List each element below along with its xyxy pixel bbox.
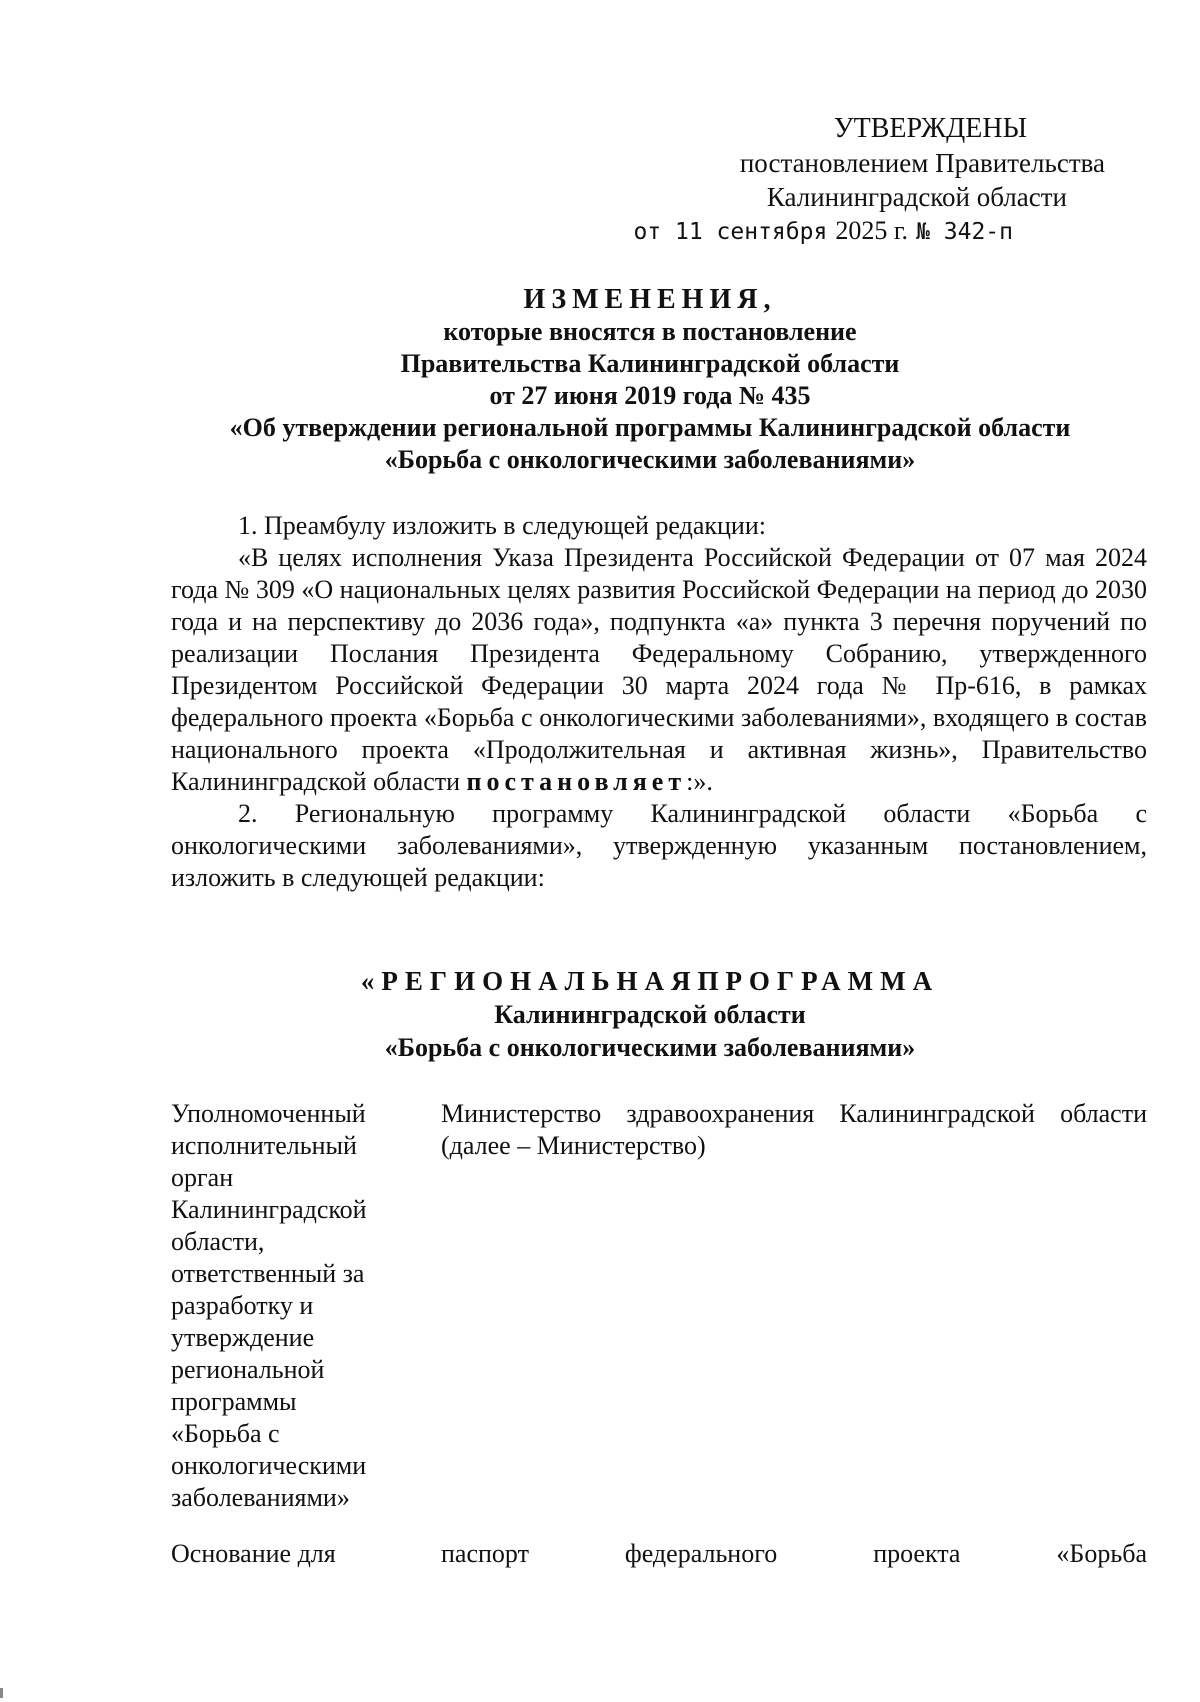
paragraph-2: [171, 542, 1147, 798]
paragraph-2-text: «В целях исполнения Указа Президента Российской Федерации от 07 мая 2024 года № 309 «О национальных целях развития Российской Федерации на период до 2030 года и на перспективу до 2036 года», подпункта «а» пункта 3 перечня поручений по реализации Послания Президента Федеральному Собранию, утвержденного Президентом Российской Федерации 30 марта 2024 года № Пр-616, в рамках федерального проекта «Борьба с онкологическими заболеваниями», входящего в состав национального проекта «Продолжительная и активная жизнь», Правительство Калининградской области: [171, 543, 1147, 796]
approval-date: от 11 сентября: [633, 219, 828, 245]
table-row: [171, 1538, 1147, 1594]
program-title: «РЕГИОНАЛЬНАЯПРОГРАММА: [360, 966, 940, 996]
heading-line-5: «Борьба с онкологическими заболеваниями»: [384, 445, 916, 474]
program-line-2: «Борьба с онкологическими заболеваниями»: [384, 1033, 916, 1062]
approval-number: № 342-п: [916, 219, 1013, 245]
changes-heading: [150, 284, 1150, 476]
value-word: «Борьба: [1056, 1539, 1147, 1568]
program-heading: [150, 965, 1150, 1064]
heading-line-2: Правительства Калининградской области: [400, 349, 900, 378]
row-value: Министерство здравоохранения Калининградской области (далее – Министерство): [441, 1099, 1147, 1160]
approval-line-2: Калининградской области: [766, 182, 1067, 212]
approval-stamp: [585, 112, 1105, 249]
heading-title: ИЗМЕНЕНИЯ,: [523, 284, 777, 315]
approval-year: 2025 г.: [835, 216, 909, 245]
table-row: [171, 1098, 1147, 1538]
paragraph-1: 1. Преамбулу изложить в следующей редакции:: [238, 511, 766, 540]
value-word: проекта: [873, 1539, 961, 1568]
approval-title: УТВЕРЖДЕНЫ: [833, 113, 1027, 144]
paragraph-3: 2. Региональную программу Калининградской области «Борьба с онкологическими заболеваниями», утвержденную указанным постановлением, изложить в следующей редакции:: [171, 799, 1147, 892]
scan-edge-mark: [0, 1688, 3, 1698]
paragraph-2-tail: :».: [686, 767, 713, 796]
row-label: Основание для: [171, 1539, 336, 1568]
approval-line-1: постановлением Правительства: [739, 148, 1105, 178]
row-label: Уполномоченный исполнительный орган Калининградской области, ответственный за разработку и утверждение региональной программы «Борьба с онкологическими заболеваниями»: [171, 1099, 367, 1512]
heading-line-3: от 27 июня 2019 года № 435: [489, 381, 811, 410]
heading-line-1: которые вносятся в постановление: [443, 317, 857, 346]
program-line-1: Калининградской области: [494, 1000, 806, 1029]
document-body: [171, 510, 1147, 894]
approval-date-line: [585, 214, 1105, 249]
heading-line-4: «Об утверждении региональной программы Калининградской области: [229, 413, 1071, 442]
row-value: [441, 1538, 1147, 1594]
paragraph-2-keyword: постановляет: [466, 767, 687, 796]
value-word: паспорт: [441, 1539, 529, 1568]
value-word: федерального: [624, 1539, 778, 1568]
program-passport-table: [171, 1098, 1147, 1594]
